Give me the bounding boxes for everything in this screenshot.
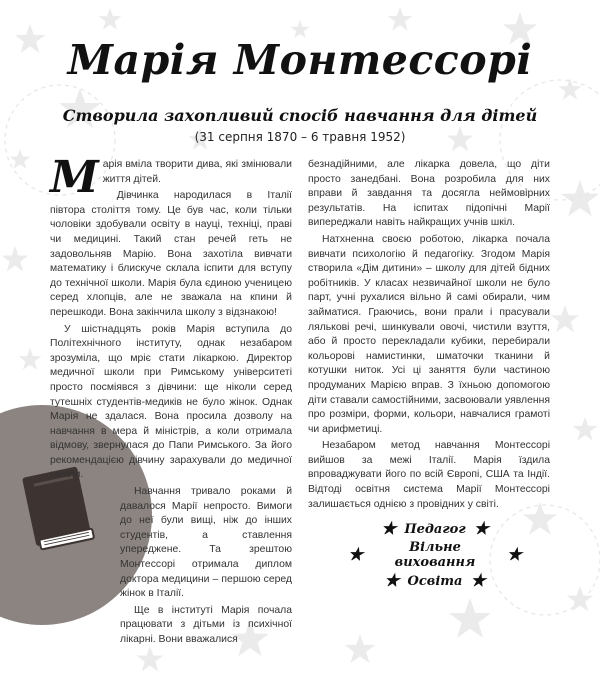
paragraph: Марія вміла творити дива, які змінювали життя дітей. <box>50 152 292 203</box>
paragraph: Незабаром метод навчання Монтессорі вийшов за межі Італії. Марія їздила впроваджувати його по всій Європі, США та Індії. Відтоді освітня система Марії Монтессорі залишається однією з провідних у світі. <box>308 440 550 510</box>
star-icon: ★ <box>348 545 364 565</box>
drop-cap: М <box>50 152 99 203</box>
paragraph: У шістнадцять років Марія вступила до Політехнічного інституту, однак незабаром зрозуміла, що мріє стати лікаркою. Директор медичної школи при Римському університеті просто посміявся з дівчини: ще ніколи серед тутешніх студентів-медиків не було жінок. Однак Марія не здалася. Вона просила дозволу на навчання в мера й міністрів, а коли отримала відмову, звернулася до Папи Римського. За його рекомендацією дівчину зарахували до медичної школи. <box>50 323 292 481</box>
tag-item: ★ Вільне виховання ★ <box>348 540 522 570</box>
tag-list <box>340 516 530 594</box>
paragraph: Дівчинка народилася в Італії півтора століття тому. Це був час, коли тільки чоловіки здобували освіту в науці, техніці, праві чи медицині. Такий стан речей геть не задовольняв Марію. Вона захотіла вивчати математику і блискуче склала іспити для вступу до технічної школи. Марія була єдиною ученицею серед хлопців, але не зважала на кпини й перешкоди. Вона закінчила школу з відзнакою! <box>50 190 292 318</box>
page-number: 6 <box>14 624 27 648</box>
paragraph: безнадійними, але лікарка довела, що діти просто занедбані. Вона розробила для них вправи й завдання та досягла неймовірних результатів. На іспитах підопічні Марії випереджали навіть найкращих учнів шкіл. <box>308 159 550 229</box>
article-left-column <box>50 152 292 650</box>
paragraph: Ще в інституті Марія почала працювати з дітьми із психічної лікарні. Вони вважалися <box>120 604 292 645</box>
paragraph: Навчання тривало роками й давалося Марії непросто. Вимоги до неї були вищі, ніж до інших студентів, а ставлення упереджене. Та зрештою Монтессорі отримала диплом доктора медицини – першою серед жінок в Італії. <box>120 486 292 600</box>
star-icon: ★ <box>384 571 400 591</box>
tag-item: ★ Педагог ★ <box>381 519 489 539</box>
star-icon: ★ <box>473 519 489 539</box>
star-icon: ★ <box>470 571 486 591</box>
page-title: Марія Монтессорі <box>67 36 533 84</box>
page-subtitle: Створила захопливий спосіб навчання для дітей <box>62 106 538 125</box>
tag-item: ★ Освіта ★ <box>384 571 486 591</box>
article-right-column <box>308 158 550 514</box>
paragraph: Натхненна своєю роботою, лікарка почала вивчати психологію й педагогіку. Згодом Марія створила «Дім дитини» – школу для дітей бідних робітників. У класах незвичайної школи не було парт, учні рухалися вільно й самі обирали, чим займатися. Граючись, вони прали і прасували лялькові речі, шинкували овочі, чистили взуття, або й просто перекладали кубики, перебирали кольорові намистинки, шматочки тканини й котушки ниток. Усі ці заняття були частиною продуманих Марією вправ. З їхньою допомогою діти ставали самостійними, засвоювали уявлення про розміри, форми, кольори, навчалися грамоті чи арифметиці. <box>308 233 550 435</box>
life-dates: (31 серпня 1870 – 6 травня 1952) <box>194 130 406 144</box>
star-icon: ★ <box>381 519 397 539</box>
star-icon: ★ <box>506 545 522 565</box>
